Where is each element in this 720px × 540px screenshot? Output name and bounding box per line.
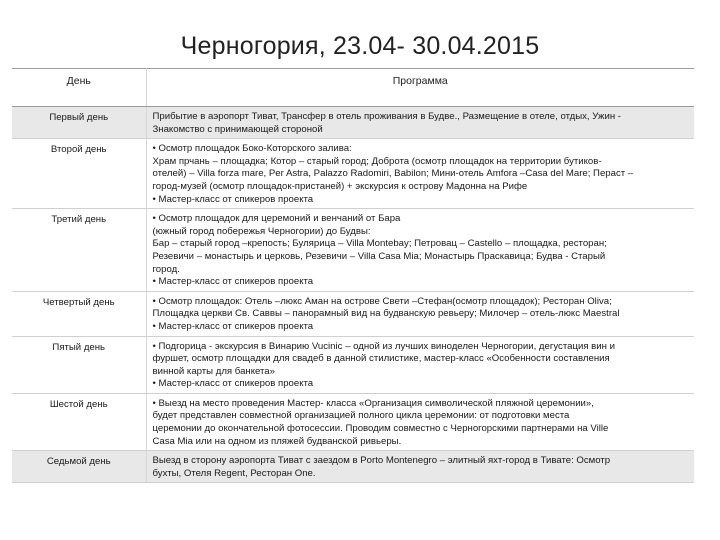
header-program: Программа — [146, 69, 694, 107]
program-line: Casa Mia или на одном из пляжей будванской ривьеры. — [152, 435, 402, 447]
program-cell — [146, 209, 694, 292]
program-cell — [146, 139, 694, 209]
program-line: город. — [152, 263, 180, 275]
table-row — [12, 393, 694, 450]
day-cell: Второй день — [12, 139, 146, 209]
program-cell — [146, 291, 694, 336]
day-cell: Седьмой день — [12, 451, 146, 483]
program-line: • Выезд на место проведения Мастер- класса «Организация символической пляжной церемонии», — [152, 397, 594, 409]
table-row — [12, 291, 694, 336]
program-line: винной карты для банкета» — [152, 365, 275, 377]
program-line: Знакомство с принимающей стороной — [152, 123, 323, 135]
program-line: Храм прчань – площадка; Котор – старый город; Доброта (осмотр площадок на территории бутиков- — [152, 155, 602, 167]
day-cell: Четвертый день — [12, 291, 146, 336]
program-line: город-музей (осмотр площадок-пристаней) + экскурсия к острову Мадонна на Рифе — [152, 180, 528, 192]
page-title: Черногория, 23.04- 30.04.2015 — [180, 32, 540, 60]
table-row — [12, 139, 694, 209]
program-line: Бар – старый город –крепость; Булярица – Villa Montebay; Петровац – Castello – площадка, ресторан; — [152, 238, 607, 250]
program-cell — [146, 107, 694, 139]
program-line: • Мастер-класс от спикеров проекта — [152, 378, 314, 390]
program-cell — [146, 393, 694, 450]
program-line: фуршет, осмотр площадки для свадеб в данной стилистике, мастер-класс «Особенности составления — [152, 353, 610, 365]
program-cell — [146, 451, 694, 483]
table-row — [12, 336, 694, 393]
program-line: Прибытие в аэропорт Тиват, Трансфер в отель проживания в Будве., Размещение в отеле, отдых, Ужин - — [152, 111, 621, 122]
program-line: (южный город побережья Черногории) до Будвы: — [152, 225, 371, 237]
table-row — [12, 451, 694, 483]
program-line: Выезд в сторону аэропорта Тиват с заездом в Porto Montenegro – элитный яхт-город в Тивате: Осмотр — [152, 455, 611, 467]
table-row — [12, 209, 694, 292]
program-line: • Мастер-класс от спикеров проекта — [152, 276, 314, 288]
program-line: • Подгорица - экскурсия в Винарию Vucinic – одной из лучших виноделен Черногории, дегустация вин и — [152, 340, 615, 352]
program-line: • Осмотр площадок Боко-Которского залива: — [152, 143, 352, 155]
program-line: Площадка церкви Св. Саввы – панорамный вид на будванскую ревьеру; Милочер – отель-люкс Maestral — [152, 308, 620, 320]
day-cell: Первый день — [12, 107, 146, 139]
program-line: будет представлен совместной организацией полного цикла церемонии: от подготовки места — [152, 410, 570, 422]
program-line: • Осмотр площадок для церемоний и венчаний от Бара — [152, 213, 401, 225]
header-day: День — [12, 69, 146, 107]
program-line: • Осмотр площадок: Отель –люкс Аман на острове Свети –Стефан(осмотр площадок); Ресторан Oliva; — [152, 295, 612, 307]
program-line: церемонии до окончательной фотосессии. Проводим совместно с Черногорскими партнерами на Ville — [152, 423, 609, 435]
program-line: отелей) – Villa forza mare, Per Astra, Palazzo Radomiri, Babilon; Мини-отель Amfora –Casa del Mare; Пераст – — [152, 168, 634, 180]
program-line: • Мастер-класс от спикеров проекта — [152, 193, 314, 205]
table-row — [12, 107, 694, 139]
day-cell: Шестой день — [12, 393, 146, 450]
program-cell — [146, 336, 694, 393]
day-cell: Пятый день — [12, 336, 146, 393]
day-cell: Третий день — [12, 209, 146, 292]
program-table — [12, 68, 694, 483]
table-header-row — [12, 69, 694, 107]
program-line: бухты, Отеля Regent, Ресторан One. — [152, 467, 316, 479]
program-line: Резевичи – монастырь и церковь, Резевичи – Villa Casa Mia; Монастырь Праскавица; Будва - Старый — [152, 250, 606, 262]
program-line: • Мастер-класс от спикеров проекта — [152, 320, 314, 332]
